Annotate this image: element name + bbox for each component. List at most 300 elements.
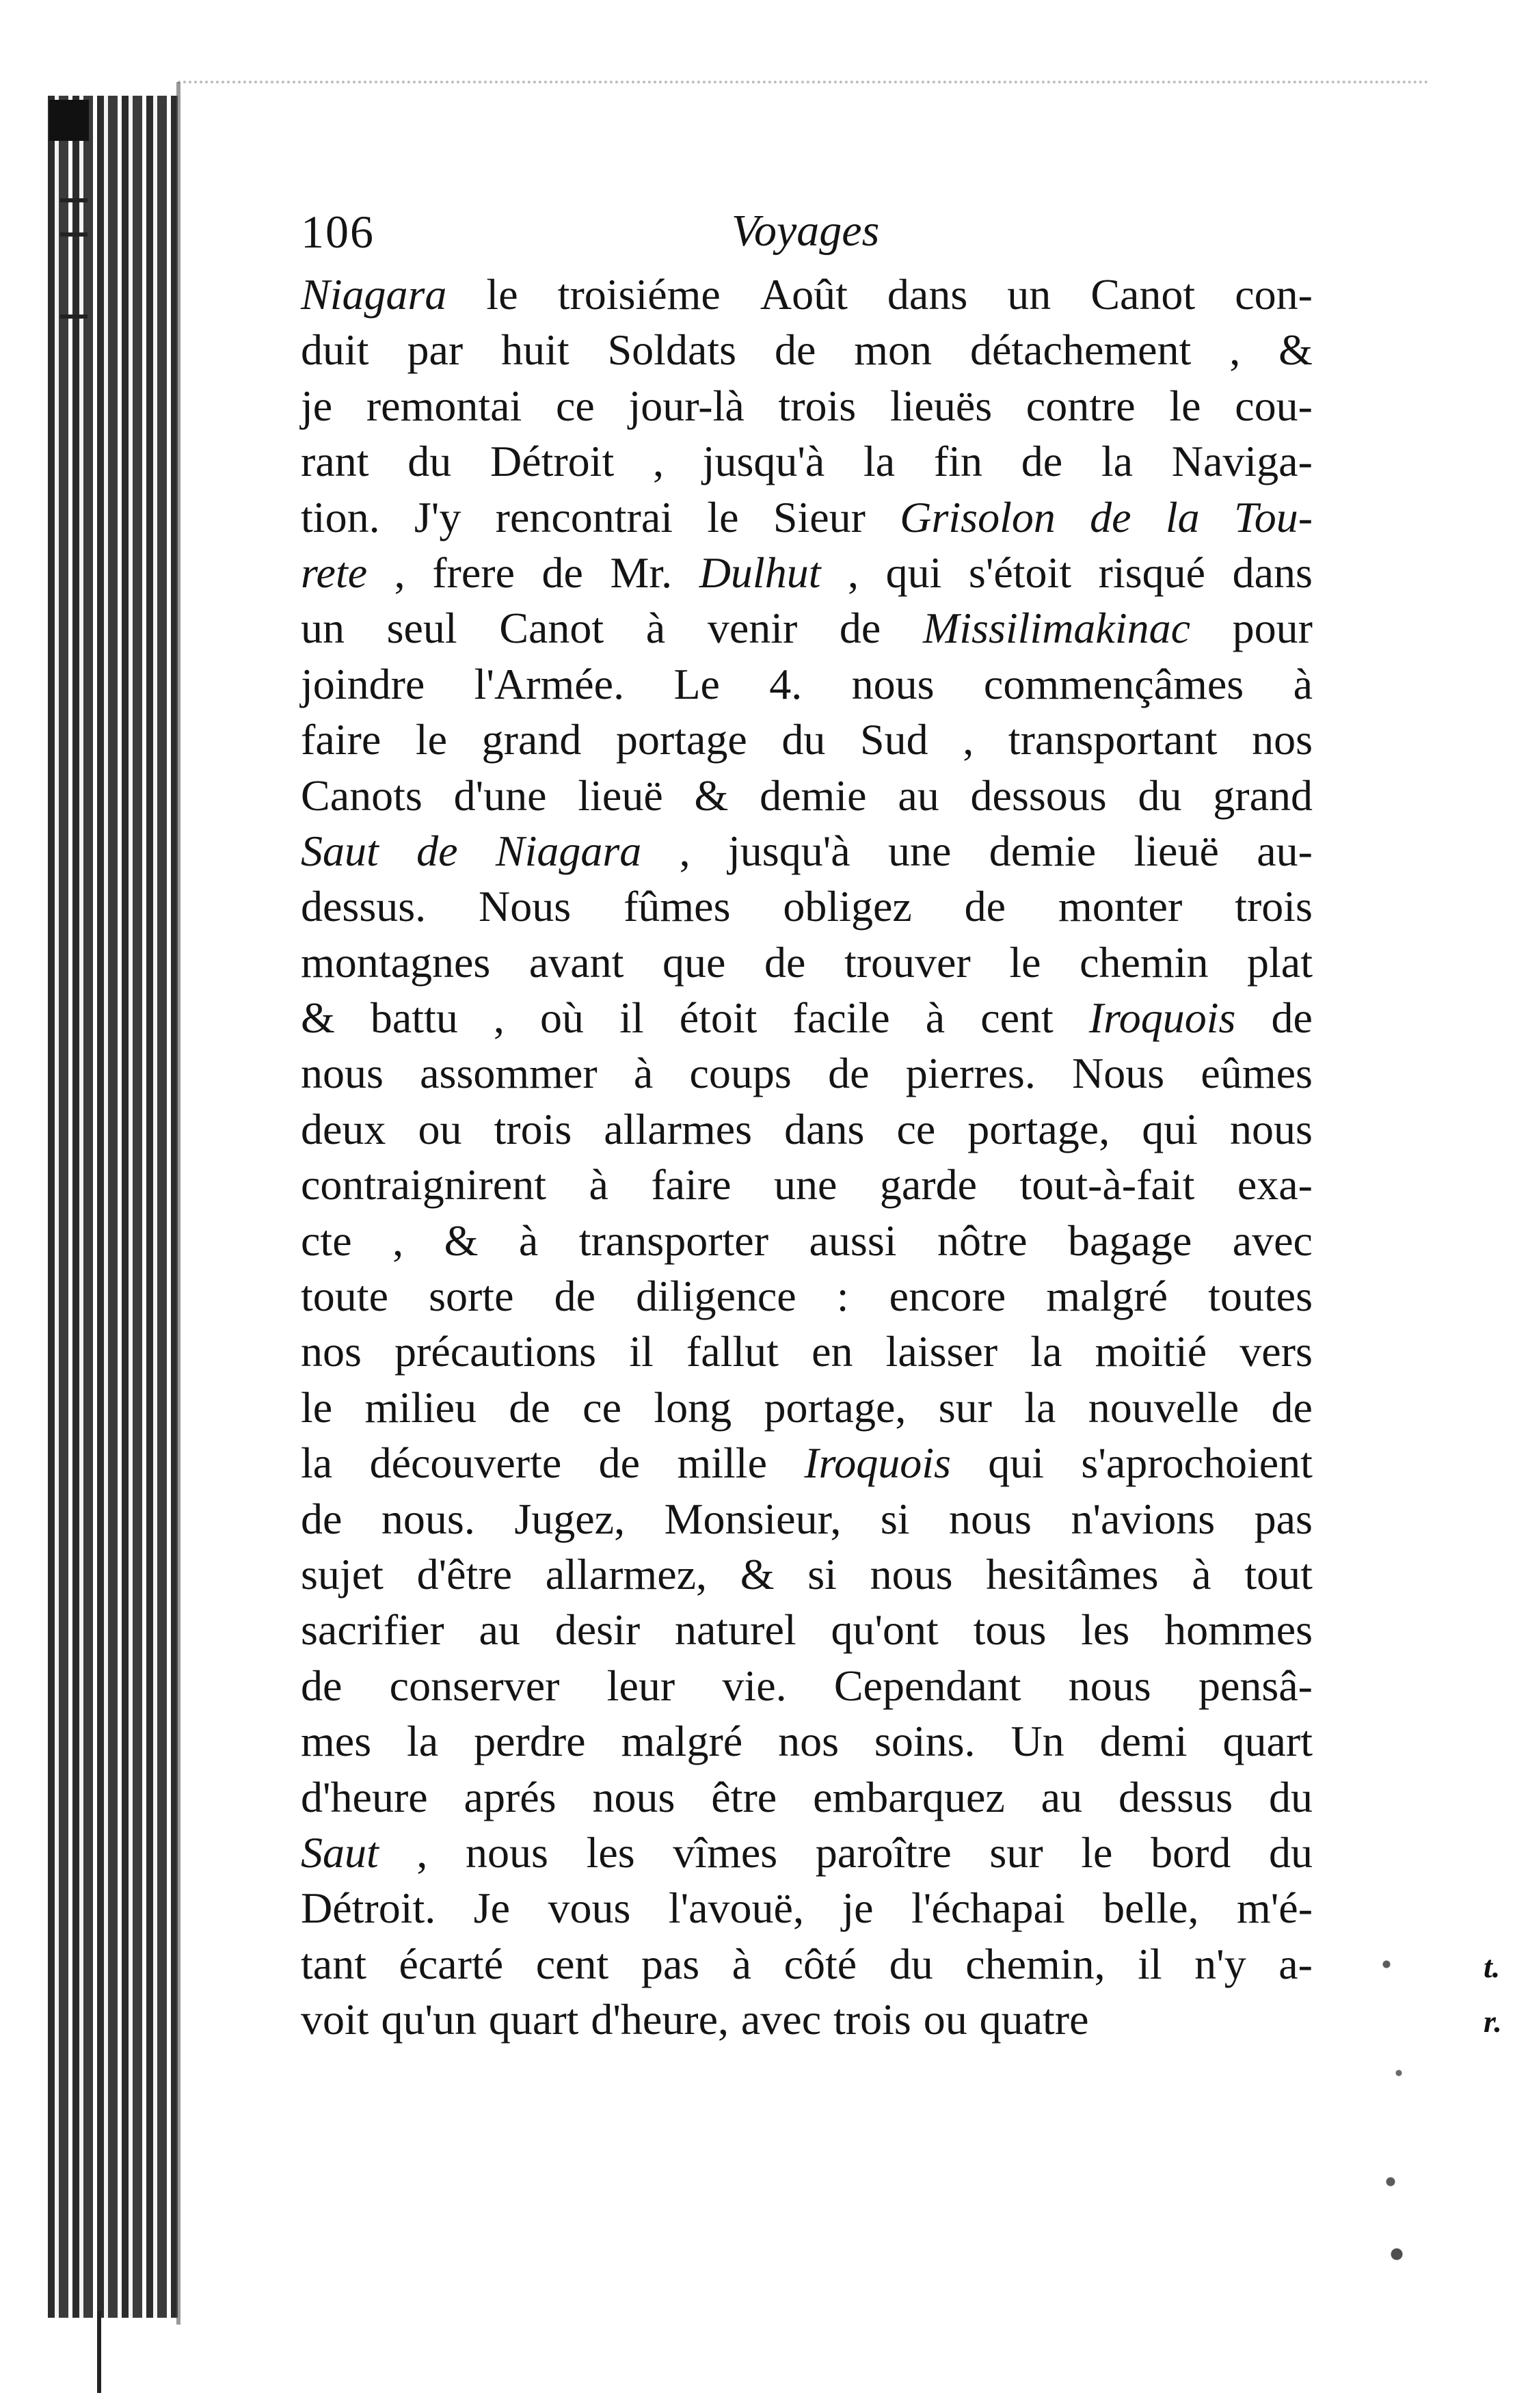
text-line (301, 1658, 1313, 1713)
word: en (812, 1327, 853, 1376)
word: étoit (679, 993, 758, 1043)
word: cou- (1235, 381, 1313, 430)
word: de (1271, 1382, 1313, 1432)
word: fûmes (624, 882, 731, 931)
word: de (301, 1494, 343, 1543)
word: dans (1232, 548, 1313, 597)
word: coups (689, 1049, 792, 1098)
word: rete (301, 548, 368, 597)
word: par (407, 325, 464, 375)
word: Sieur (773, 492, 866, 541)
word: Niagara (301, 270, 447, 319)
word: trois (494, 1104, 572, 1153)
text-line (301, 1435, 1313, 1490)
word: de (416, 826, 458, 875)
word: Canots (301, 771, 423, 820)
word: Iroquois (1088, 993, 1236, 1043)
word: un (1007, 270, 1051, 319)
word: pas (641, 1939, 700, 1988)
word: à (925, 993, 946, 1043)
word: le (1081, 1828, 1113, 1877)
word: avec (1232, 1216, 1313, 1265)
word: lieuë (578, 771, 663, 820)
word: , (963, 715, 974, 764)
word: seul (386, 604, 457, 653)
word: huit (501, 325, 569, 375)
word: fin (933, 437, 982, 486)
text-line (301, 879, 1313, 934)
word: écarté (399, 1939, 504, 1988)
word: que (662, 937, 726, 987)
text-line (301, 990, 1313, 1045)
word: venir (707, 604, 798, 653)
word: embarquez (813, 1772, 1005, 1821)
word: Iroquois (804, 1439, 951, 1488)
text-line (301, 1602, 1313, 1657)
word: dans (784, 1104, 865, 1153)
word: de (839, 604, 881, 653)
word: nous (851, 659, 935, 708)
binding-mark (60, 232, 88, 237)
word: nous (1068, 1661, 1151, 1710)
text-line (301, 656, 1313, 712)
word: malgré (1046, 1272, 1168, 1321)
word: au (898, 771, 939, 820)
word: pas (1254, 1494, 1313, 1543)
word: à (645, 604, 666, 653)
word: le (301, 1382, 333, 1432)
word: du (1138, 771, 1182, 820)
word: nos (301, 1327, 362, 1376)
word: , (1229, 325, 1241, 375)
word: de (964, 882, 1006, 931)
word: la (301, 1439, 333, 1488)
word: la (407, 1717, 439, 1766)
word: laisser (885, 1327, 998, 1376)
word: Le (673, 659, 720, 708)
word: cte (301, 1216, 352, 1265)
word: du (1269, 1828, 1313, 1877)
page-corner-mark (97, 2311, 101, 2393)
word: monter (1058, 882, 1183, 931)
text-line (301, 1992, 1313, 2047)
text-line (301, 1101, 1313, 1157)
word: du (781, 715, 826, 764)
text-line (301, 1491, 1313, 1547)
word: Nous (1072, 1049, 1165, 1098)
word: je (301, 381, 333, 430)
word: trois (778, 381, 857, 430)
word: le (486, 270, 518, 319)
binding-mark (60, 198, 88, 202)
word: Soldats (607, 325, 737, 375)
word: Nous (479, 882, 572, 931)
word: le (707, 492, 739, 541)
word: Sud (860, 715, 928, 764)
word: Détroit. (301, 1884, 436, 1933)
word: deux (301, 1104, 386, 1153)
word: tous (973, 1605, 1047, 1655)
word: & (301, 993, 335, 1043)
binding-mark (60, 315, 88, 319)
text-line (301, 600, 1313, 656)
word: le (1009, 937, 1041, 987)
word: s'étoit (968, 548, 1072, 597)
word: commençâmes (983, 659, 1244, 708)
word: portage (615, 715, 747, 764)
text-line (301, 267, 1313, 322)
word: vers (1239, 1327, 1313, 1376)
word: troisiéme (557, 270, 721, 319)
word: nous (949, 1494, 1032, 1543)
binding-ink-blot (49, 100, 89, 141)
word: hommes (1164, 1605, 1313, 1655)
word: tant (301, 1939, 366, 1988)
word: dessus (1118, 1772, 1233, 1821)
word: n'y (1194, 1939, 1246, 1988)
word: faire (301, 715, 381, 764)
word: du (1268, 1772, 1313, 1821)
text-line (301, 1324, 1313, 1379)
word: aprés (464, 1772, 557, 1821)
word: allarmes (604, 1104, 753, 1153)
text-line (301, 545, 1313, 600)
word: vîmes (673, 1828, 778, 1877)
word: fallut (686, 1327, 779, 1376)
word: le (415, 715, 447, 764)
word: ou (923, 1995, 967, 2044)
word: de (1021, 437, 1063, 486)
word: Naviga- (1171, 437, 1313, 486)
word: Jugez, (514, 1494, 626, 1543)
word: du (407, 437, 452, 486)
word: contre (1026, 381, 1136, 430)
word: à (1192, 1549, 1211, 1598)
word: joindre (301, 659, 425, 708)
word: dessous (970, 771, 1107, 820)
word: côté (783, 1939, 857, 1988)
word: toutes (1208, 1272, 1313, 1321)
word: encore (889, 1272, 1006, 1321)
word: soins. (874, 1717, 976, 1766)
word: m'é- (1236, 1884, 1313, 1933)
word: la (1165, 492, 1200, 541)
word: 4. (769, 659, 803, 708)
word: bord (1151, 1828, 1231, 1877)
word: à (1293, 659, 1313, 708)
word: sujet (301, 1549, 384, 1598)
word: belle, (1103, 1884, 1199, 1933)
word: milieu (364, 1382, 477, 1432)
word: Tou- (1233, 492, 1313, 541)
word: d'heure, (591, 1995, 729, 2044)
word: allarmez, (545, 1549, 707, 1598)
word: cent (980, 993, 1054, 1043)
text-line (301, 490, 1313, 545)
word: frere (432, 548, 515, 597)
text-line (301, 1213, 1313, 1268)
word: il (619, 993, 644, 1043)
word: , (679, 826, 691, 875)
word: nos (778, 1717, 839, 1766)
word: , (392, 1216, 404, 1265)
word: à (633, 1049, 654, 1098)
text-line (301, 823, 1313, 879)
word: Dulhut (699, 548, 821, 597)
word: J'y (414, 492, 461, 541)
word: Missilimakinac (922, 604, 1190, 653)
page-header (301, 205, 1313, 267)
word: transporter (578, 1216, 768, 1265)
word: Saut (301, 1828, 379, 1877)
word: grand (1213, 771, 1313, 820)
word: à (518, 1216, 539, 1265)
word: au- (1257, 826, 1313, 875)
word: tout (1244, 1549, 1313, 1598)
word: de (598, 1439, 641, 1488)
word: plat (1247, 937, 1313, 987)
word: les (586, 1828, 635, 1877)
word: pierres. (905, 1049, 1036, 1098)
word: nous (466, 1828, 548, 1877)
word: & (740, 1549, 775, 1598)
word: moitié (1095, 1327, 1207, 1376)
word: quart (1222, 1717, 1313, 1766)
word: l'échapai (911, 1884, 1065, 1933)
word: découverte (369, 1439, 562, 1488)
word: trois (1235, 882, 1313, 931)
word: au (479, 1605, 520, 1655)
word: chemin, (965, 1939, 1105, 1988)
word: Un (1010, 1717, 1064, 1766)
book-binding (48, 96, 178, 2318)
word: risqué (1098, 548, 1206, 597)
word: Août (760, 270, 848, 319)
word: jusqu'à (728, 826, 850, 875)
facing-page-specks (1374, 1928, 1415, 2290)
word: dessus. (301, 882, 427, 931)
word: d'une (453, 771, 547, 820)
word: & (444, 1216, 479, 1265)
word: montagnes (301, 937, 491, 987)
body-text (301, 267, 1313, 2048)
word: nous (1230, 1104, 1313, 1153)
word: Je (473, 1884, 511, 1933)
word: nous (870, 1549, 953, 1598)
word: hesitâmes (986, 1549, 1159, 1598)
word: contraignirent (301, 1160, 546, 1209)
word: sacrifier (301, 1605, 444, 1655)
word: à (732, 1939, 752, 1988)
word: détachement (969, 325, 1192, 375)
word: du (889, 1939, 933, 1988)
word: eûmes (1201, 1049, 1313, 1098)
word: de (774, 325, 816, 375)
word: les (1081, 1605, 1130, 1655)
word: , (652, 437, 664, 486)
word: & (694, 771, 729, 820)
text-line (301, 1157, 1313, 1212)
word: demie (760, 771, 867, 820)
word: Saut (301, 826, 379, 875)
word: je (842, 1884, 874, 1933)
top-edge-shadow (178, 81, 1429, 83)
word: il (1138, 1939, 1162, 1988)
text-line (301, 1713, 1313, 1769)
word: Cependant (833, 1661, 1021, 1710)
word: , (493, 993, 505, 1043)
word: qui (1142, 1104, 1198, 1153)
word: portage, (764, 1382, 907, 1432)
word: sorte (429, 1272, 514, 1321)
word: , (848, 548, 859, 597)
word: perdre (474, 1717, 586, 1766)
text-line (301, 1268, 1313, 1324)
word: sur (989, 1828, 1043, 1877)
word: de (541, 548, 583, 597)
word: il (629, 1327, 654, 1376)
word: lieuë (1134, 826, 1219, 875)
word: garde (879, 1160, 977, 1209)
text-line (301, 1380, 1313, 1435)
word: sur (938, 1382, 992, 1432)
text-line (301, 1825, 1313, 1880)
word: trouver (844, 937, 971, 987)
word: cent (535, 1939, 609, 1988)
word: Niagara (495, 826, 642, 875)
word: de (554, 1272, 595, 1321)
word: battu (370, 993, 458, 1043)
word: dans (887, 270, 968, 319)
word: diligence (636, 1272, 796, 1321)
word: leur (606, 1661, 675, 1710)
word: qui (885, 548, 942, 597)
word: la (1101, 437, 1134, 486)
word: remontai (366, 381, 522, 430)
word: malgré (621, 1717, 743, 1766)
word: assommer (420, 1049, 598, 1098)
word: , (416, 1828, 428, 1877)
word: avec (740, 1995, 822, 2044)
text-line (301, 1045, 1313, 1101)
word: Monsieur, (664, 1494, 842, 1543)
word: chemin (1080, 937, 1209, 987)
page-number: 106 (301, 206, 375, 258)
text-line (301, 768, 1313, 823)
word: lieuës (889, 381, 993, 430)
word: n'avions (1071, 1494, 1216, 1543)
text-line (301, 1769, 1313, 1825)
word: la (863, 437, 896, 486)
word: trois (833, 1995, 911, 2044)
facing-page-fragment: r. (1484, 2004, 1502, 2039)
word: long (654, 1382, 732, 1432)
word: d'heure (301, 1772, 428, 1821)
word: une (887, 826, 952, 875)
word: portage, (967, 1104, 1110, 1153)
word: nous. (381, 1494, 475, 1543)
word: quart (488, 1995, 579, 2044)
word: demie (989, 826, 1097, 875)
word: faire (651, 1160, 732, 1209)
word: rant (301, 437, 369, 486)
text-line (301, 322, 1313, 377)
word: si (807, 1549, 837, 1598)
word: au (1041, 1772, 1083, 1821)
word: précautions (394, 1327, 597, 1376)
facing-page-fragment: t. (1484, 1949, 1501, 1984)
word: : (836, 1272, 849, 1321)
word: mille (677, 1439, 767, 1488)
word: un (301, 604, 345, 653)
word: à (589, 1160, 608, 1209)
word: de (764, 937, 806, 987)
word: , (394, 548, 405, 597)
word: le (1169, 381, 1201, 430)
word: pensâ- (1198, 1661, 1313, 1710)
word: avant (528, 937, 624, 987)
word: paroître (815, 1828, 952, 1877)
word: vie. (722, 1661, 787, 1710)
word: la (1030, 1327, 1062, 1376)
word: con- (1235, 270, 1313, 319)
word: mon (854, 325, 933, 375)
word: tout-à-fait (1019, 1160, 1195, 1209)
word: de (509, 1382, 550, 1432)
word: nous (301, 1049, 384, 1098)
word: nos (1252, 715, 1313, 764)
word: une (774, 1160, 837, 1209)
word: être (711, 1772, 777, 1821)
word: vous (548, 1884, 631, 1933)
word: obligez (783, 882, 912, 931)
word: duit (301, 325, 369, 375)
word: conserver (389, 1661, 560, 1710)
word: Mr. (610, 548, 673, 597)
word: demi (1099, 1717, 1188, 1766)
word: desir (554, 1605, 641, 1655)
text-line (301, 1936, 1313, 1992)
word: bagage (1068, 1216, 1192, 1265)
word: ce (555, 381, 595, 430)
word: de (828, 1049, 870, 1098)
word: qu'ont (831, 1605, 939, 1655)
word: de (1271, 993, 1313, 1043)
word: l'Armée. (474, 659, 625, 708)
word: naturel (674, 1605, 796, 1655)
word: nouvelle (1088, 1382, 1239, 1432)
word: grand (481, 715, 582, 764)
word: quatre (979, 1995, 1089, 2044)
binding-edge (176, 82, 180, 2325)
word: de (1090, 492, 1131, 541)
word: d'être (416, 1549, 513, 1598)
text-line (301, 378, 1313, 433)
word: & (1278, 325, 1313, 375)
word: où (539, 993, 584, 1043)
text-line (301, 935, 1313, 990)
word: toute (301, 1272, 388, 1321)
word: transportant (1008, 715, 1218, 764)
word: ce (582, 1382, 621, 1432)
word: si (880, 1494, 910, 1543)
word: la (1024, 1382, 1056, 1432)
word: s'aprochoient (1081, 1439, 1313, 1488)
word: jour-là (628, 381, 745, 430)
word: de (301, 1661, 343, 1710)
text-line (301, 1547, 1313, 1602)
word: Grisolon (900, 492, 1056, 541)
